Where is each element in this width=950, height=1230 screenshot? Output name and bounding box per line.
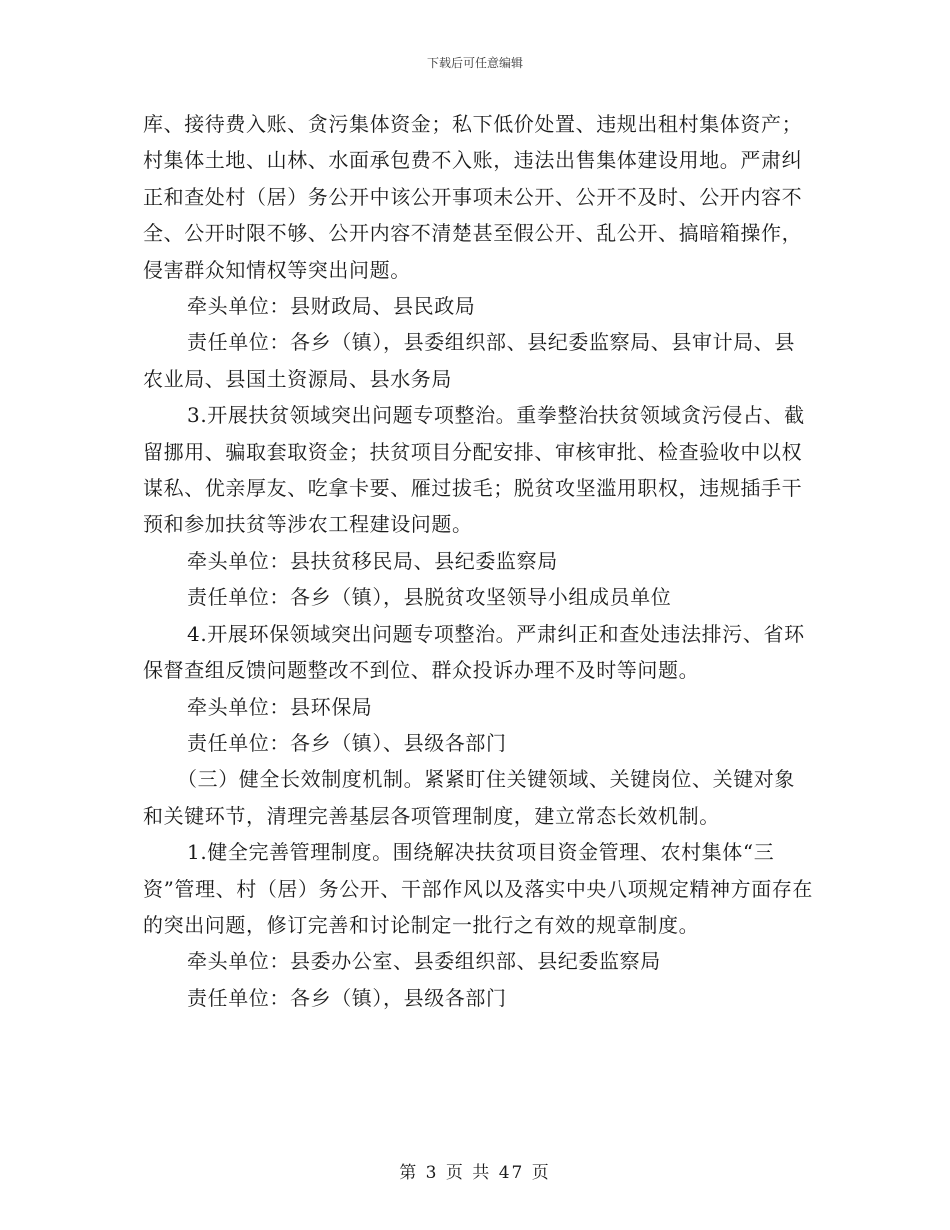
- item-1-paragraph: 1.健全完善管理制度。围绕解决扶贫项目资金管理、农村集体“三资”管理、村（居）务公开、干部作风以及落实中央八项规定精神方面存在的突出问题，修订完善和讨论制定一批行之有效的规章制度。: [143, 840, 814, 937]
- item-4-paragraph: 4.开展环保领域突出问题专项整治。严肃纠正和查处违法排污、省环保督查组反馈问题整改不到位、群众投诉办理不及时等问题。: [143, 621, 805, 683]
- paragraph-continuation: 库、接待费入账、贪污集体资金；私下低价处置、违规出租村集体资产；村集体土地、山林、水面承包费不入账，违法出售集体建设用地。严肃纠正和查处村（居）务公开中该公开事项未公开、公开不及时、公开内容不全、公开时限不够、公开内容不清楚甚至假公开、乱公开、搞暗箱操作，侵害群众知情权等突出问题。: [143, 112, 803, 282]
- document-body: [143, 106, 815, 1016]
- responsible-unit-line: 责任单位：各乡（镇）、县级各部门: [187, 730, 507, 755]
- lead-unit-line: 牵头单位：县财政局、县民政局: [187, 294, 476, 319]
- responsible-unit-line: 责任单位：各乡（镇），县脱贫攻坚领导小组成员单位: [187, 585, 672, 610]
- responsible-unit-line: 责任单位：各乡（镇），县委组织部、县纪委监察局、县审计局、县农业局、县国土资源局、县水务局: [143, 330, 795, 391]
- lead-unit-line: 牵头单位：县环保局: [187, 694, 373, 719]
- page-header-note: 下载后可任意编辑: [426, 56, 523, 70]
- page-number: 第 3 页 共 47 页: [399, 1163, 551, 1183]
- item-3-paragraph: 3.开展扶贫领域突出问题专项整治。重拳整治扶贫领域贪污侵占、截留挪用、骗取套取资金；扶贫项目分配安排、审核审批、检查验收中以权谋私、优亲厚友、吃拿卡要、雁过拔毛；脱贫攻坚滥用职权，违规插手干预和参加扶贫等涉农工程建设问题。: [143, 403, 805, 537]
- section-3-heading-paragraph: （三）健全长效制度机制。紧紧盯住关键领域、关键岗位、关键对象和关键环节，清理完善基层各项管理制度，建立常态长效机制。: [143, 767, 795, 828]
- responsible-unit-line: 责任单位：各乡（镇），县级各部门: [187, 985, 507, 1010]
- lead-unit-line: 牵头单位：县委办公室、县委组织部、县纪委监察局: [187, 949, 661, 974]
- lead-unit-line: 牵头单位：县扶贫移民局、县纪委监察局: [187, 548, 558, 573]
